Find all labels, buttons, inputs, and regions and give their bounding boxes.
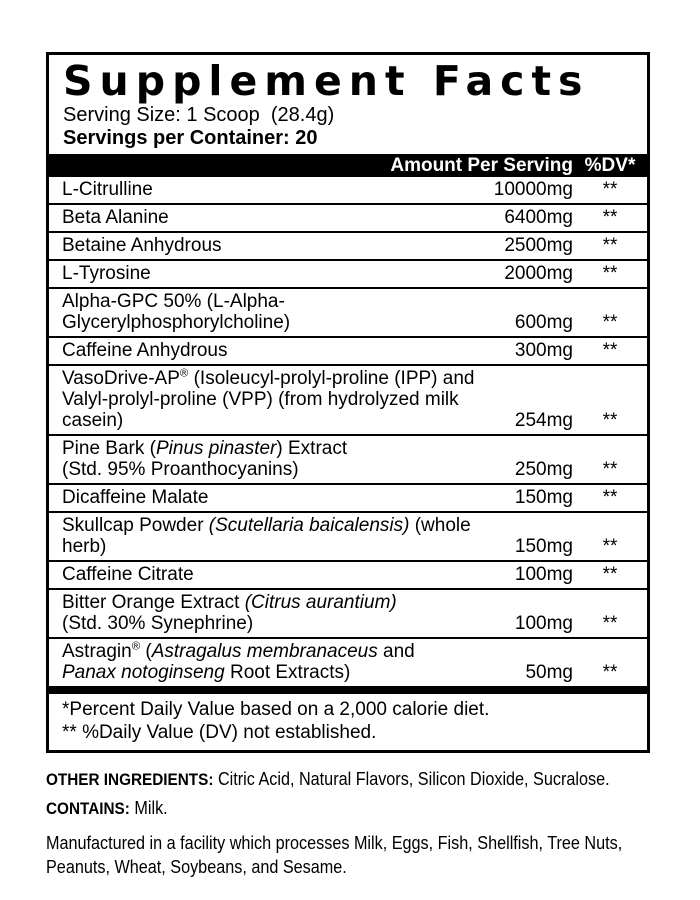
supplement-facts-panel [46, 52, 650, 753]
text-segment: L-Citrulline [62, 179, 153, 200]
ingredient-name [49, 641, 483, 683]
table-row [49, 511, 647, 560]
amount-per-serving-header: Amount Per Serving [390, 154, 573, 176]
ingredient-dv: ** [602, 235, 618, 256]
text-segment: VasoDrive-AP [62, 368, 180, 389]
ingredient-name-line [62, 515, 483, 557]
text-segment: Panax notoginseng [62, 662, 225, 683]
ingredient-name [49, 291, 483, 333]
ingredient-name-line [62, 235, 483, 256]
ingredient-amount: 150mg [514, 487, 573, 508]
ingredient-name-line [62, 368, 483, 389]
ingredient-name [49, 235, 483, 256]
other-ingredients-text: Citric Acid, Natural Flavors, Silicon Dioxide, Sucralose. [213, 769, 610, 789]
table-row [49, 287, 647, 336]
ingredient-name [49, 179, 483, 200]
ingredient-name-line [62, 389, 483, 431]
contains-statement [46, 796, 651, 821]
contains-label: CONTAINS: [46, 799, 130, 818]
table-row [49, 203, 647, 231]
text-segment: Caffeine Anhydrous [62, 340, 228, 361]
ingredient-name-line [62, 263, 483, 284]
text-segment: (Citrus aurantium) [244, 592, 397, 613]
ingredient-name-line [62, 340, 483, 361]
ingredient-amount: 300mg [514, 340, 573, 361]
text-segment: Skullcap Powder [62, 515, 209, 536]
ingredient-amount: 254mg [514, 410, 573, 431]
facts-rows [49, 177, 647, 686]
ingredient-amount: 2000mg [504, 263, 573, 284]
servings-per-container: Servings per Container: 20 [63, 127, 318, 149]
ingredient-name [49, 438, 483, 480]
other-ingredients-label: OTHER INGREDIENTS: [46, 770, 214, 789]
text-segment: (Scutellaria baicalensis) [208, 515, 410, 536]
ingredient-amount: 10000mg [493, 179, 573, 200]
ingredient-name [49, 564, 483, 585]
ingredient-amount: 600mg [514, 312, 573, 333]
dv-header: %DV* [584, 154, 636, 176]
text-segment: Valyl-prolyl-proline (VPP) (from hydrolyzed milk casein) [62, 389, 459, 431]
text-segment: Dicaffeine Malate [62, 487, 209, 508]
table-row [49, 364, 647, 434]
text-segment: Astragin [62, 641, 132, 662]
table-row [49, 560, 647, 588]
text-segment: ® [179, 367, 189, 380]
ingredient-amount: 6400mg [504, 207, 573, 228]
text-segment: ( [140, 641, 152, 662]
text-segment: Astragalus membranaceus [151, 641, 378, 662]
contains-text: Milk. [129, 798, 168, 818]
ingredient-dv: ** [602, 613, 618, 634]
ingredient-dv: ** [602, 536, 618, 557]
ingredient-name-line [62, 662, 483, 683]
text-segment: Beta Alanine [62, 207, 169, 228]
table-row [49, 177, 647, 203]
text-segment: Alpha-GPC 50% (L-Alpha-Glycerylphosphorylcholine) [62, 291, 291, 333]
ingredient-name-line [62, 438, 483, 459]
ingredient-name-line [62, 641, 483, 662]
ingredient-name-line [62, 487, 483, 508]
ingredient-amount: 2500mg [504, 235, 573, 256]
ingredient-name-line [62, 291, 483, 333]
column-header-bar [49, 154, 647, 177]
ingredient-name [49, 207, 483, 228]
text-segment: L-Tyrosine [62, 263, 151, 284]
other-ingredients-statement [46, 767, 651, 792]
table-row [49, 434, 647, 483]
ingredient-amount: 50mg [525, 662, 573, 683]
ingredient-dv: ** [602, 312, 618, 333]
ingredient-name-line [62, 613, 483, 634]
ingredient-name-line [62, 592, 483, 613]
footnote-percent-dv: *Percent Daily Value based on a 2,000 calorie diet. [62, 699, 490, 720]
text-segment: (Std. 30% Synephrine) [62, 613, 254, 634]
ingredient-name-line [62, 179, 483, 200]
ingredient-dv: ** [602, 564, 618, 585]
ingredient-name-line [62, 207, 483, 228]
ingredient-dv: ** [602, 340, 618, 361]
text-segment: Betaine Anhydrous [62, 235, 222, 256]
text-segment: Bitter Orange Extract [62, 592, 245, 613]
text-segment: Root Extracts) [224, 662, 351, 683]
table-row [49, 637, 647, 686]
text-segment: and [377, 641, 415, 662]
ingredient-dv: ** [602, 207, 618, 228]
table-row [49, 259, 647, 287]
ingredient-name [49, 487, 483, 508]
ingredient-name-line [62, 564, 483, 585]
footnote-divider [49, 686, 647, 694]
ingredient-name [49, 263, 483, 284]
allergen-statement: Manufactured in a facility which processes Milk, Eggs, Fish, Shellfish, Tree Nuts, Peanuts, Wheat, Soybeans, and Sesame. [46, 833, 623, 877]
ingredient-name [49, 368, 483, 431]
table-row [49, 336, 647, 364]
ingredient-dv: ** [602, 662, 618, 683]
ingredient-name [49, 515, 483, 557]
text-segment: ) Extract [276, 438, 348, 459]
ingredient-dv: ** [602, 410, 618, 431]
table-row [49, 231, 647, 259]
footnotes [49, 694, 647, 750]
text-segment: (Std. 95% Proanthocyanins) [62, 459, 299, 480]
text-segment: (Isoleucyl-prolyl-proline (IPP) and [188, 368, 475, 389]
text-segment: Pine Bark ( [62, 438, 156, 459]
panel-title: Supplement Facts [63, 57, 590, 105]
text-segment: Caffeine Citrate [62, 564, 194, 585]
text-segment: (whole herb) [62, 515, 471, 557]
footnote-not-established: ** %Daily Value (DV) not established. [62, 722, 377, 743]
ingredient-name-line [62, 459, 483, 480]
ingredient-dv: ** [602, 459, 618, 480]
ingredient-amount: 250mg [514, 459, 573, 480]
ingredient-amount: 100mg [514, 613, 573, 634]
ingredient-name [49, 340, 483, 361]
table-row [49, 483, 647, 511]
ingredient-name [49, 592, 483, 634]
ingredient-amount: 150mg [514, 536, 573, 557]
ingredient-dv: ** [602, 263, 618, 284]
ingredient-amount: 100mg [514, 564, 573, 585]
table-row [49, 588, 647, 637]
ingredient-dv: ** [602, 487, 618, 508]
text-segment: Pinus pinaster [155, 438, 277, 459]
text-segment: ® [131, 640, 141, 653]
serving-size: Serving Size: 1 Scoop (28.4g) [63, 104, 335, 126]
ingredient-dv: ** [602, 179, 618, 200]
label-statements [46, 767, 654, 879]
